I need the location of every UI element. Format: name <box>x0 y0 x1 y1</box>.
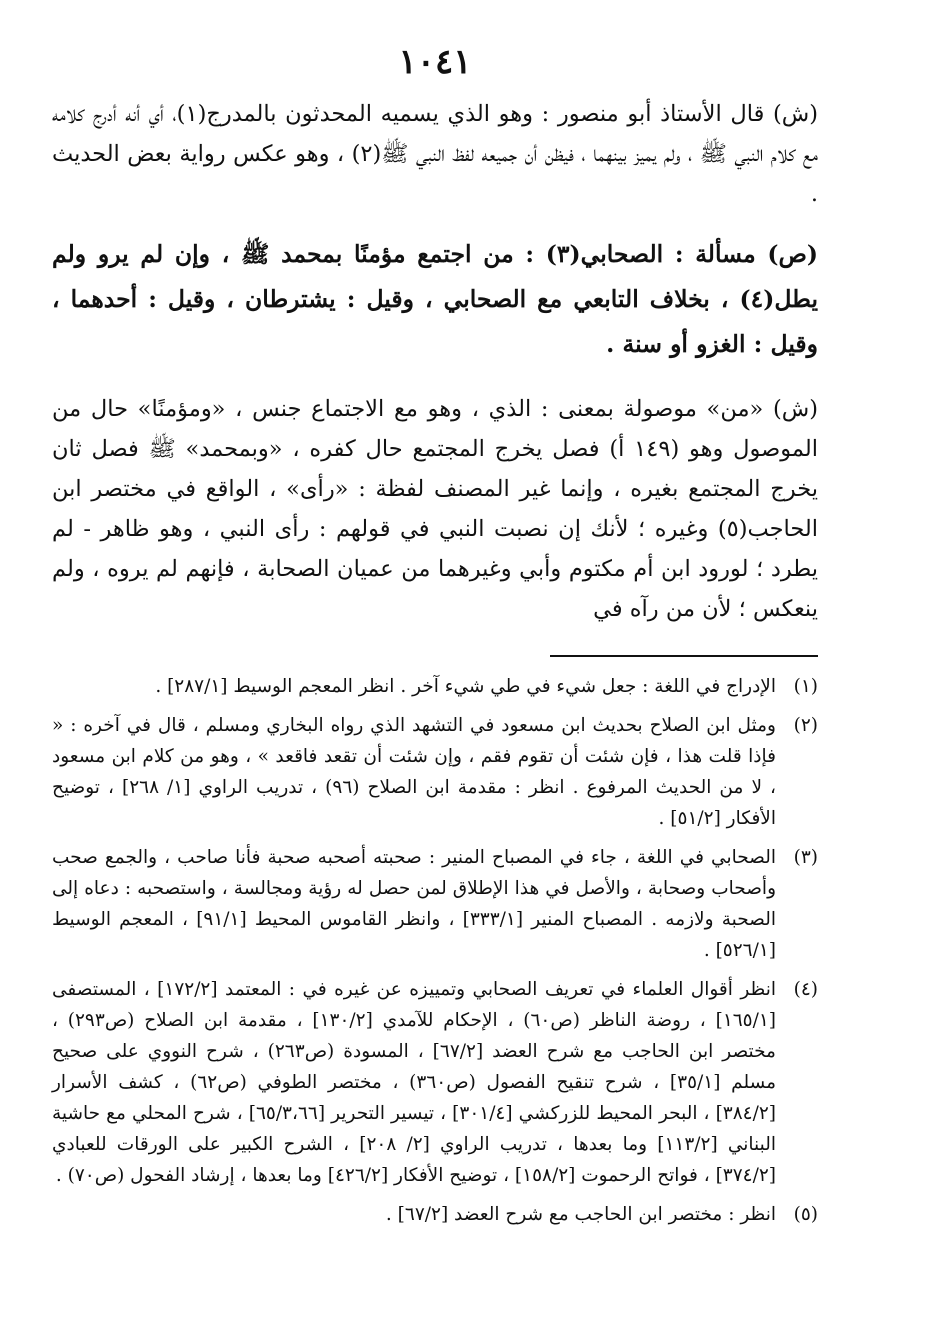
book-page <box>52 40 818 1238</box>
footnote-text: الصحابي في اللغة ، جاء في المصباح المنير : صحبته أصحبه صحبة فأنا صاحب ، والجمع صحب وأصحاب وصحابة ، والأصل في هذا الإطلاق لمن حصل له رؤية ومجالسة ، واستصحبه : دعاه إلى الصحبة ولازمه . المصباح المنير [٣٣٣/١] ، وانظر القاموس المحيط [٩١/١] ، المعجم الوسيط [٥٢٦/١] . <box>52 847 776 961</box>
footnote-text: الإدراج في اللغة : جعل شيء في طي شيء آخر . انظر المعجم الوسيط [٢٨٧/١] . <box>155 676 776 697</box>
footnotes-list <box>52 671 818 1230</box>
footnote-number: (٢) <box>793 715 818 736</box>
footnote-number: (٤) <box>793 979 818 1000</box>
footnote-number: (٥) <box>793 1204 818 1225</box>
page-number: ١٠٤١ <box>398 42 472 82</box>
footnote-text: انظر أقوال العلماء في تعريف الصحابي وتمييزه عن غيره في : المعتمد [١٧٢/٢] ، المستصفى [١٦٥/١] ، روضة الناظر (ص٦٠) ، الإحكام للآمدي [١٣٠/٢] ، مقدمة ابن الصلاح (ص٢٩٣) ، مختصر ابن الحاجب مع شرح العضد [٦٧/٢] ، المسودة (ص٢٦٣) ، شرح النووي على صحيح مسلم [٣٥/١] ، شرح تنقيح الفصول (ص٣٦٠) ، مختصر الطوفي (ص٦٢) ، كشف الأسرار [٣٨٤/٢] ، البحر المحيط للزركشي [٣٠١/٤] ، تيسير التحرير [٦٥/٣،٦٦] ، شرح المحلي مع حاشية البناني [١١٣/٢] وما بعدها ، تدريب الراوي [٢/ ٢٠٨] ، الشرح الكبير على الورقات للعبادي [٣٧٤/٢] ، فواتح الرحموت [١٥٨/٢] ، توضيح الأفكار [٤٢٦/٢] وما بعدها ، إرشاد الفحول (ص٧٠) . <box>52 979 777 1186</box>
footnote-separator <box>550 655 818 657</box>
matn-paragraph: (ص) مسألة : الصحابي(٣) : من اجتمع مؤمنًا بمحمد ﷺ ، وإن لم يرو ولم يطل(٤) ، بخلاف التابعي مع الصحابي ، وقيل : يشترطان ، وقيل : أحدهما ، وقيل : الغزو أو سنة . <box>52 240 819 358</box>
footnote-number: (١) <box>793 676 818 697</box>
commentary-paragraph-2: (ش) «من» موصولة بمعنى : الذي ، وهو مع الاجتماع جنس ، «ومؤمنًا» حال من الموصول وهو (١٤٩ أ) فصل يخرج المجتمع حال كفره ، «وبمحمد» ﷺ فصل ثان يخرج المجتمع بغيره ، وإنما غير المصنف لفظة : «رأى» ، الواقع في مختصر ابن الحاجب(٥) وغيره ؛ لأنك إن نصبت النبي في قولهم : رأى النبي ، وهو ظاهر - لم يطرد ؛ لورود ابن أم مكتوم وأبي وغيرهما من عميان الصحابة ، فإنهم لم يروه ، ولم ينعكس ؛ لأن من رآه في <box>52 396 818 622</box>
footnote-text: انظر : مختصر ابن الحاجب مع شرح العضد [٦٧/٢] . <box>385 1204 776 1225</box>
footnote-number: (٣) <box>793 847 818 868</box>
footnote-text: ومثل ابن الصلاح بحديث ابن مسعود في التشهد الذي رواه البخاري ومسلم ، قال في آخره : « فإذا قلت هذا ، فإن شئت أن تقوم فقم ، وإن شئت أن تقعد فاقعد » ، وهو من كلام ابن مسعود ، لا من الحديث المرفوع . انظر : مقدمة ابن الصلاح (٩٦) ، تدريب الراوي [١/ ٢٦٨] ، توضيح الأفكار [٥١/٢] . <box>52 715 776 829</box>
footnote-3 <box>52 842 818 966</box>
footnote-4 <box>52 974 818 1191</box>
footnote-5 <box>52 1199 818 1230</box>
footnote-2 <box>52 710 818 834</box>
commentary-paragraph-1: (ش) قال الأستاذ أبو منصور : وهو الذي يسميه المحدثون بالمدرج(١)، أي أنه أدرج كلامه مع كلام النبي ﷺ ، ولم يميز بينهما ، فيظن أن جميعه لفظ النبي ﷺ(٢) ، وهو عكس رواية بعض الحديث . <box>52 101 818 207</box>
footnote-1 <box>52 671 818 702</box>
